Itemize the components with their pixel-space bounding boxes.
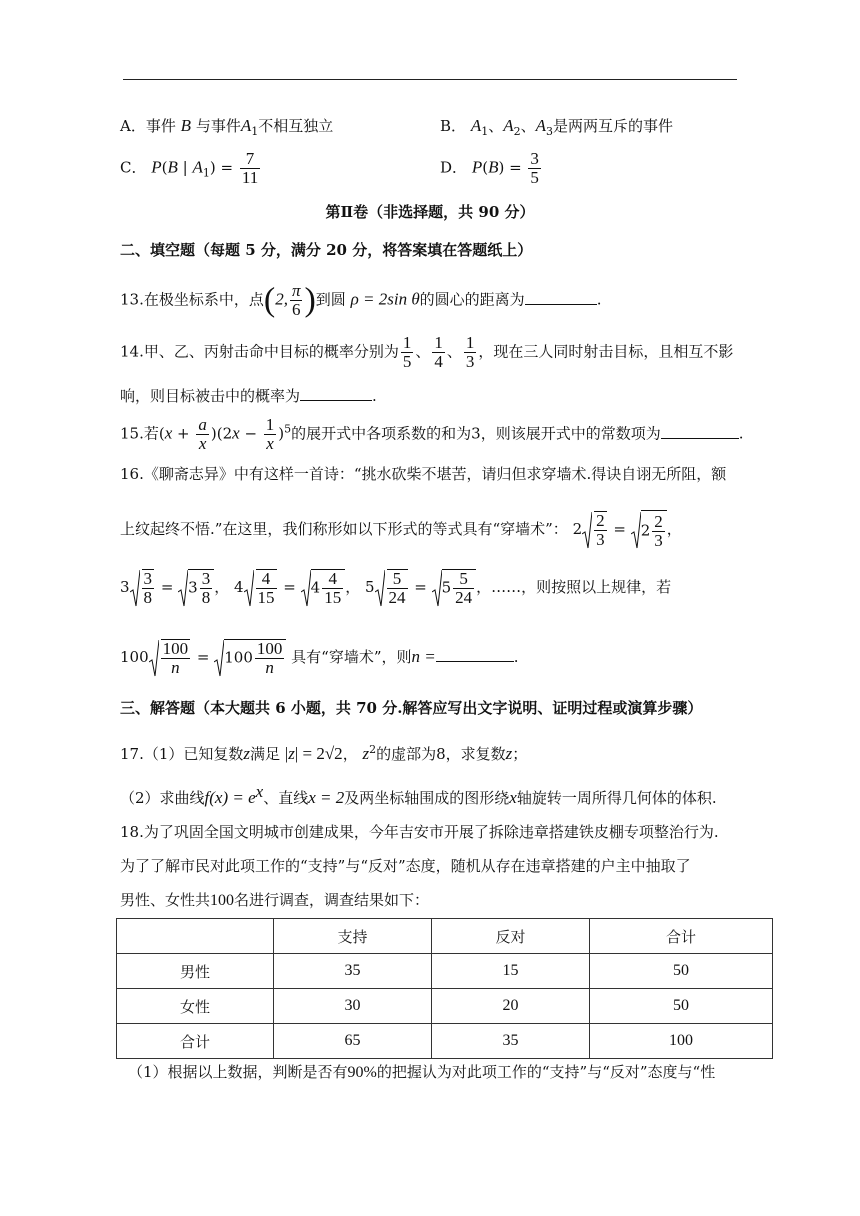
question-15: 15.若(x + $\frac{a}{x}$ )(2x − $\frac{1}{x}$ )$^5$的展开式中各项系数的和为3，则该展开式中的常数项为 . <box>120 415 744 453</box>
table-header-cell <box>117 919 274 954</box>
section3-title: 三、解答题（本大题共 6 小题，共 70 分.解答应写出文字说明、证明过程或演算步骤） <box>120 699 703 717</box>
survey-table <box>116 918 773 1059</box>
part2-title: 第Ⅱ卷（非选择题，共 90 分） <box>325 203 535 221</box>
question-18-line2: 为了了解市民对此项工作的“支持”与“反对”态度，随机从存在违章搭建的户主中抽取了 <box>120 857 691 875</box>
table-header-row <box>117 919 773 954</box>
question-18-line1: 18.为了巩固全国文明城市创建成果，今年吉安市开展了拆除违章搭建铁皮棚专项整治行为. <box>120 823 719 841</box>
table-header-cell: 支持 <box>274 919 432 954</box>
question-18-sub1: （1）根据以上数据，判断是否有90%的把握认为对此项工作的“支持”与“反对”态度与“性 <box>128 1063 716 1081</box>
option-a: A．事件 B 与事件$A_1$不相互独立 <box>120 116 334 138</box>
answer-blank-14 <box>300 384 372 401</box>
table-cell: 50 <box>590 989 773 1024</box>
radical-sign <box>582 510 592 550</box>
answer-blank-16 <box>436 645 514 662</box>
question-14: 14.甲、乙、丙射击命中目标的概率分别为 $\frac{1}{5}$ 、 $\frac{1}{4}$ 、 $\frac{1}{3}$ ，现在三人同时射击目标，且相互不影 <box>120 333 734 371</box>
table-cell: 20 <box>432 989 590 1024</box>
table-cell: 50 <box>590 954 773 989</box>
table-cell: 30 <box>274 989 432 1024</box>
question-16-line4: 100 $\frac{100}{n}$ = 100 $\frac{100}{n}$ 具有“穿墙术”，则n = . <box>120 639 519 677</box>
question-16-line2: 上纹起终不悟.”在这里，我们称形如以下形式的等式具有“穿墙术”： 2 $\frac{2}{3}$ = 2 $\frac{2}{3}$ ， <box>120 511 682 550</box>
header-rule <box>123 79 737 80</box>
question-17-part2: （2）求曲线$f(x) = e^x$、直线x = 2及两坐标轴围成的图形绕x轴旋转一周所得几何体的体积. <box>120 782 717 807</box>
question-14-line2: 响，则目标被击中的概率为 . <box>120 384 377 406</box>
table-header-cell: 反对 <box>432 919 590 954</box>
table-row <box>117 954 773 989</box>
table-cell: 100 <box>590 1024 773 1059</box>
table-row <box>117 989 773 1024</box>
question-16-line1: 16.《聊斋志异》中有这样一首诗：“挑水砍柴不堪苦，请归但求穿墙术.得诀自诩无所阻，额 <box>120 465 727 483</box>
answer-blank-13 <box>525 288 597 305</box>
question-18-line3: 男性、女性共100名进行调查，调查结果如下： <box>120 891 430 909</box>
option-b: B． $A_1$、$A_2$、$A_3$是两两互斥的事件 <box>440 116 674 138</box>
table-cell: 35 <box>274 954 432 989</box>
fraction-d: $\frac{3}{5}$ <box>530 149 539 187</box>
table-cell: 65 <box>274 1024 432 1059</box>
option-d: D． P(B) = $\frac{3}{5}$ <box>440 149 539 187</box>
section2-title: 二、填空题（每题 5 分，满分 20 分，将答案填在答题纸上） <box>120 241 533 259</box>
fraction-c: $\frac{7}{11}$ <box>241 149 259 187</box>
table-cell: 35 <box>432 1024 590 1059</box>
question-17-part1: 17.（1）已知复数z满足 |z| = 2√2， $z^2$的虚部为8，求复数z； <box>120 743 528 763</box>
question-13: 13.在极坐标系中，点(2, $\frac{\pi}{6}$ )到圆 ρ = 2sin θ的圆心的距离为 . <box>120 281 602 319</box>
table-cell: 男性 <box>117 954 274 989</box>
table-header-cell: 合计 <box>590 919 773 954</box>
table-cell: 女性 <box>117 989 274 1024</box>
question-16-line3: 3 $\frac{3}{8}$ = 3 $\frac{3}{8}$ ， 4 $\frac{4}{15}$ = 4 $\frac{4}{15}$ ， 5 $\frac{5}{24}$ = 5 $\frac{5}{24}$ ，……，则按照以上规律，若 <box>120 569 672 607</box>
option-c: C． P(B | $A_1$) = $\frac{7}{11}$ <box>120 149 259 187</box>
table-cell: 15 <box>432 954 590 989</box>
answer-blank-15 <box>661 422 739 439</box>
table-row <box>117 1024 773 1059</box>
table-cell: 合计 <box>117 1024 274 1059</box>
